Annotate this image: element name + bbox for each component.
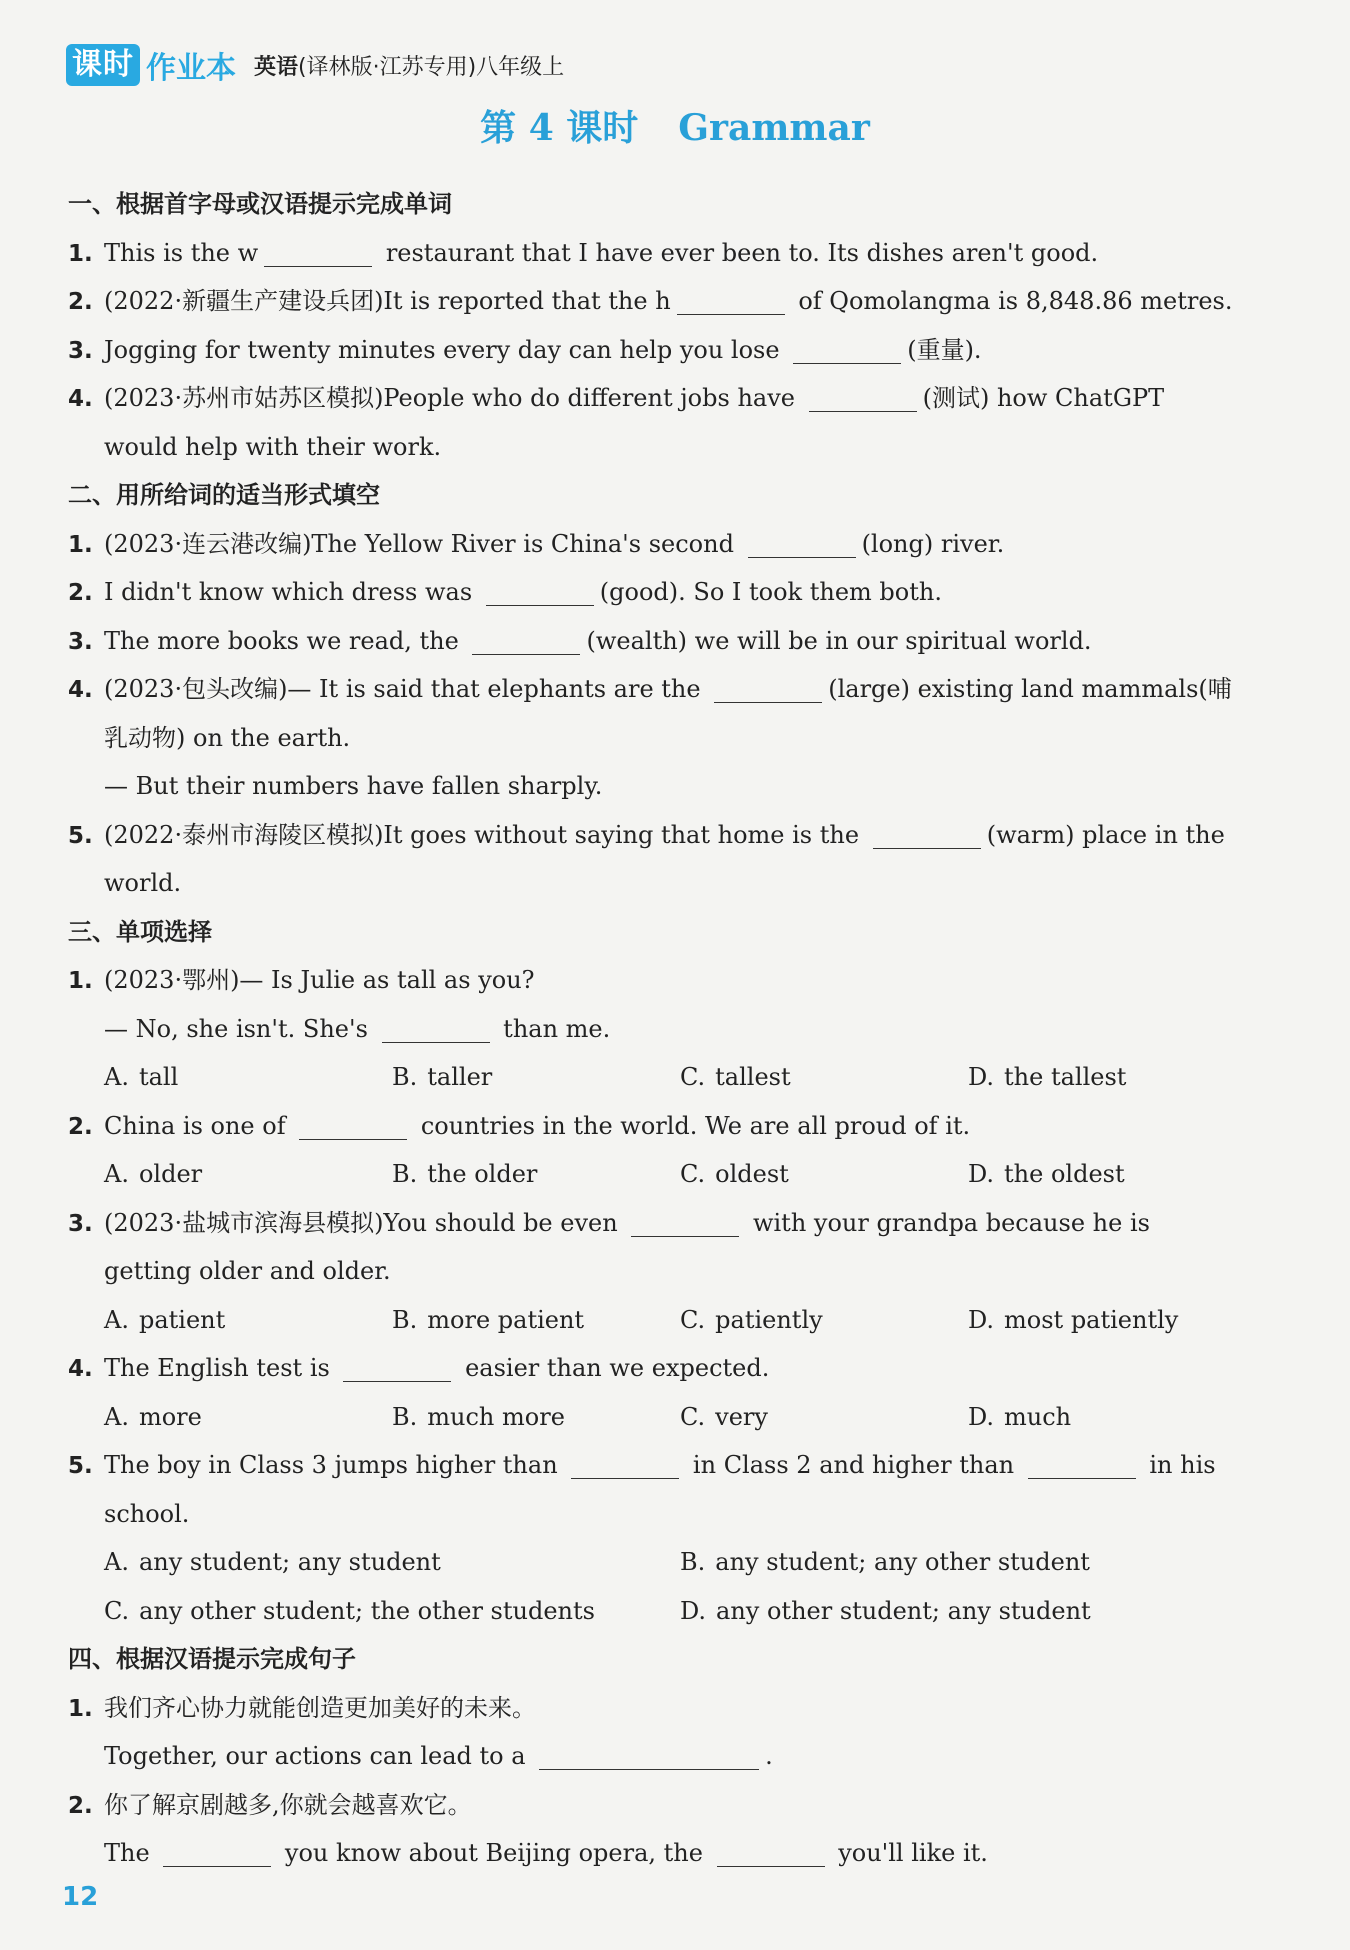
option-a[interactable]: A. any student; any student (104, 1548, 441, 1576)
subject-label: 英语(译林版·江苏专用)八年级上 (254, 54, 565, 80)
answer-blank[interactable] (472, 628, 580, 655)
question: 5. The boy in Class 3 jumps higher than in Class 2 and higher than in his (68, 1451, 1216, 1479)
question-continued: school. (104, 1499, 190, 1528)
option-c[interactable]: C. tallest (680, 1063, 791, 1091)
option-c[interactable]: C. oldest (680, 1160, 789, 1188)
option-d[interactable]: D. the tallest (968, 1063, 1127, 1091)
question: 2. China is one of countries in the world. We are all proud of it. (68, 1111, 971, 1140)
question: 1. This is the w restaurant that I have ever been to. Its dishes aren't good. (68, 238, 1099, 267)
question: 1. (2023·连云港改编)The Yellow River is China's second (long) river. (68, 529, 1005, 558)
question-continued: getting older and older. (104, 1257, 391, 1285)
question: 5. (2022·泰州市海陵区模拟)It goes without saying that home is the (warm) place in the (68, 820, 1225, 849)
answer-blank[interactable] (264, 240, 372, 267)
option-c[interactable]: C. very (680, 1402, 768, 1431)
option-b[interactable]: B. the older (392, 1160, 538, 1188)
section-1-heading: 一、根据首字母或汉语提示完成单词 (68, 190, 452, 218)
options-row (68, 1053, 1268, 1102)
question: 3. Jogging for twenty minutes every day can help you lose (重量). (68, 335, 982, 364)
option-a[interactable]: A. patient (104, 1305, 226, 1334)
question: 2. 你了解京剧越多,你就会越喜欢它。 (68, 1790, 472, 1819)
option-b[interactable]: B. any student; any other student (680, 1548, 1090, 1576)
answer-blank[interactable] (748, 531, 856, 558)
option-a[interactable]: A. more (104, 1402, 202, 1431)
question: 1. (2023·鄂州)— Is Julie as tall as you? (68, 966, 535, 994)
option-d[interactable]: D. any other student; any student (680, 1596, 1091, 1625)
answer-blank[interactable] (571, 1452, 679, 1479)
answer-blank[interactable] (299, 1113, 407, 1140)
answer-blank[interactable] (631, 1210, 739, 1237)
logo (66, 43, 236, 87)
answer-blank[interactable] (717, 1840, 825, 1867)
option-b[interactable]: B. more patient (392, 1305, 585, 1334)
logo-text: 作业本 (146, 51, 236, 86)
option-a[interactable]: A. older (104, 1160, 203, 1188)
option-b[interactable]: B. taller (392, 1063, 493, 1091)
answer-blank[interactable] (486, 579, 594, 606)
option-a[interactable]: A. tall (104, 1063, 179, 1091)
header (66, 40, 564, 90)
question: 3. (2023·盐城市滨海县模拟)You should be even with your grandpa because he is (68, 1208, 1150, 1237)
section-4-heading: 四、根据汉语提示完成句子 (68, 1645, 356, 1673)
option-c[interactable]: C. patiently (680, 1305, 823, 1334)
question: 4. (2023·包头改编)— It is said that elephants are the (large) existing land mammals(哺 (68, 675, 1232, 703)
options-row (68, 1538, 1268, 1587)
options-row (68, 1587, 1268, 1636)
page-title: 第 4 课时 Grammar (480, 107, 870, 149)
section-3-heading: 三、单项选择 (68, 917, 212, 946)
answer-blank[interactable] (714, 676, 822, 703)
option-d[interactable]: D. most patiently (968, 1305, 1179, 1334)
question-continued: would help with their work. (104, 432, 442, 461)
page-number: 12 (62, 1882, 99, 1912)
question-continued: Together, our actions can lead to a . (104, 1742, 773, 1770)
question: 1. 我们齐心协力就能创造更加美好的未来。 (68, 1693, 536, 1722)
question: 4. (2023·苏州市姑苏区模拟)People who do different jobs have (测试) how ChatGPT (68, 384, 1165, 412)
question: 2. I didn't know which dress was (good). So I took them both. (68, 578, 942, 606)
question: 4. The English test is easier than we expected. (68, 1354, 770, 1382)
options-row (68, 1393, 1268, 1442)
answer-blank[interactable] (343, 1355, 451, 1382)
question: 2. (2022·新疆生产建设兵团)It is reported that the h of Qomolangma is 8,848.86 metres. (68, 287, 1233, 315)
answer-blank[interactable] (1028, 1452, 1136, 1479)
answer-blank[interactable] (539, 1743, 759, 1770)
answer-blank[interactable] (677, 288, 785, 315)
question-continued: 乳动物) on the earth. (104, 723, 351, 752)
section-2-heading: 二、用所给词的适当形式填空 (68, 481, 380, 509)
answer-blank[interactable] (873, 822, 981, 849)
exercise-content (68, 180, 1268, 1878)
logo-box: 课时 (66, 44, 140, 86)
answer-blank[interactable] (809, 385, 917, 412)
options-row (68, 1296, 1268, 1345)
answer-blank[interactable] (793, 337, 901, 364)
answer-blank[interactable] (163, 1840, 271, 1867)
answer-blank[interactable] (382, 1016, 490, 1043)
option-d[interactable]: D. much (968, 1402, 1072, 1431)
option-b[interactable]: B. much more (392, 1402, 565, 1431)
question-continued: The you know about Beijing opera, the you'll like it. (104, 1839, 988, 1867)
question-continued: — No, she isn't. She's than me. (104, 1014, 611, 1043)
option-d[interactable]: D. the oldest (968, 1160, 1125, 1188)
question: 3. The more books we read, the (wealth) we will be in our spiritual world. (68, 626, 1092, 655)
option-c[interactable]: C. any other student; the other students (104, 1596, 595, 1625)
options-row (68, 1150, 1268, 1199)
question-continued: — But their numbers have fallen sharply. (104, 772, 603, 800)
question-continued: world. (104, 869, 182, 897)
